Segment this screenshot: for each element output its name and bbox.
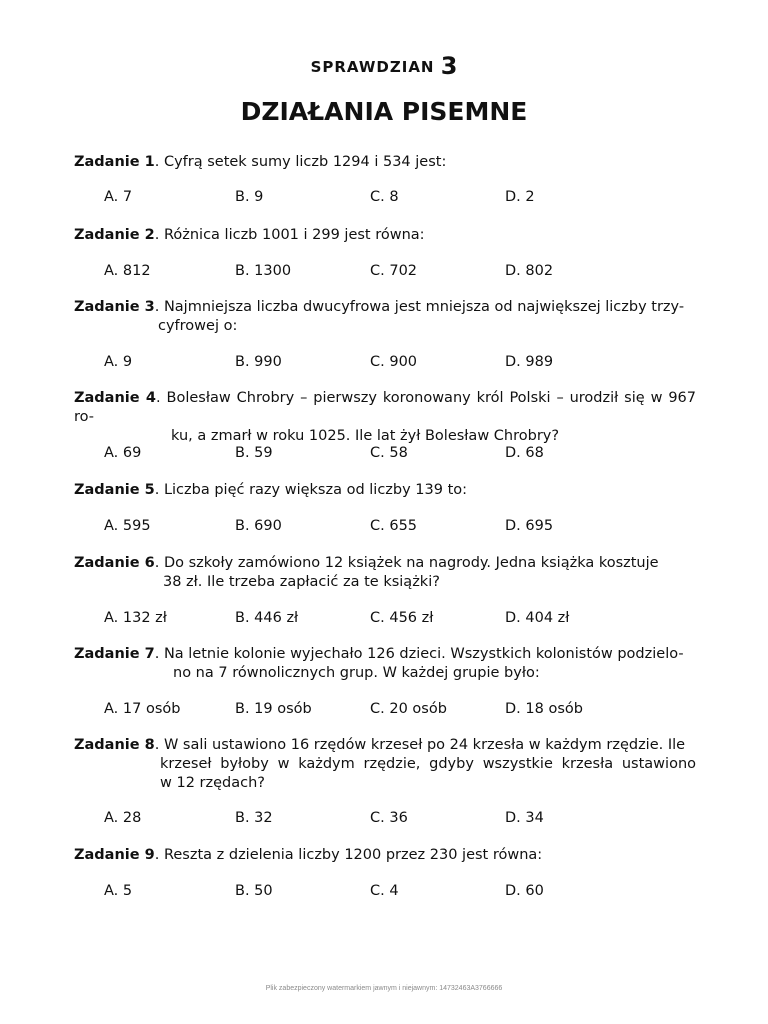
answer-option-a[interactable]: A. 69 [104, 445, 142, 461]
answer-options [74, 609, 696, 629]
answer-option-b[interactable]: B. 50 [235, 883, 273, 899]
answer-option-d[interactable]: D. 404 zł [505, 610, 570, 626]
task-question-text: . Cyfrą setek sumy liczb 1294 i 534 jest: [154, 154, 447, 170]
task-7 [74, 645, 696, 717]
answer-options [74, 809, 696, 829]
worksheet-title: DZIAŁANIA PISEMNE [240, 97, 528, 126]
answer-options [74, 444, 696, 464]
answer-option-d[interactable]: D. 2 [505, 189, 535, 205]
answer-options [74, 188, 696, 208]
task-2 [74, 226, 696, 279]
answer-option-a[interactable]: A. 9 [104, 354, 133, 370]
task-1 [74, 153, 696, 205]
answer-option-a[interactable]: A. 595 [104, 518, 151, 534]
answer-option-a[interactable]: A. 812 [104, 263, 151, 279]
answer-option-c[interactable]: C. 900 [370, 354, 418, 370]
task-label: Zadanie 7 [74, 646, 155, 662]
answer-option-c[interactable]: C. 4 [370, 883, 399, 899]
answer-option-b[interactable]: B. 990 [235, 354, 282, 370]
task-question-continuation-2: w 12 rzędach? [160, 775, 265, 791]
task-question [74, 226, 696, 245]
task-label: Zadanie 8 [74, 737, 155, 753]
task-question [74, 554, 696, 573]
answer-option-d[interactable]: D. 68 [505, 445, 544, 461]
task-9 [74, 846, 696, 899]
task-label: Zadanie 1 [74, 154, 155, 170]
task-question-text: . Różnica liczb 1001 i 299 jest równa: [154, 227, 425, 243]
task-question-text: . Reszta z dzielenia liczby 1200 przez 230 jest równa: [154, 847, 543, 863]
answer-option-a[interactable]: A. 5 [104, 883, 133, 899]
test-label-text: SPRAWDZIAN [310, 58, 435, 76]
task-question [74, 389, 696, 427]
answer-option-d[interactable]: D. 989 [505, 354, 554, 370]
task-question [74, 846, 696, 865]
task-8 [74, 736, 696, 826]
answer-option-b[interactable]: B. 32 [235, 810, 273, 826]
answer-options [74, 882, 696, 902]
task-question-continuation: 38 zł. Ile trzeba zapłacić za te książki? [163, 574, 440, 590]
answer-option-b[interactable]: B. 690 [235, 518, 282, 534]
answer-options [74, 517, 696, 537]
task-question-text: . Do szkoły zamówiono 12 książek na nagrody. Jedna książka kosztuje [154, 555, 659, 571]
test-number: 3 [440, 52, 458, 80]
task-label: Zadanie 9 [74, 847, 155, 863]
task-question [74, 481, 696, 500]
task-label: Zadanie 4 [74, 390, 157, 406]
task-question-text: . Bolesław Chrobry – pierwszy koronowany król Polski – urodził się w 967 ro- [74, 390, 697, 425]
answer-option-b[interactable]: B. 1300 [235, 263, 292, 279]
task-label: Zadanie 3 [74, 299, 155, 315]
answer-option-d[interactable]: D. 60 [505, 883, 544, 899]
task-4 [74, 389, 697, 461]
watermark-footer: Plik zabezpieczony watermarkiem jawnym i niejawnym: 14732463A3766666 [265, 985, 503, 992]
answer-option-c[interactable]: C. 655 [370, 518, 418, 534]
answer-options [74, 353, 696, 373]
answer-option-b[interactable]: B. 19 osób [235, 701, 312, 717]
test-label [0, 52, 768, 80]
task-question-continuation: ku, a zmarł w roku 1025. Ile lat żył Bolesław Chrobry? [171, 428, 560, 444]
task-question-text: . W sali ustawiono 16 rzędów krzeseł po 24 krzesła w każdym rzędzie. Ile [154, 737, 686, 753]
answer-option-b[interactable]: B. 59 [235, 445, 273, 461]
answer-option-c[interactable]: C. 702 [370, 263, 418, 279]
task-question [74, 736, 696, 755]
task-question-text: . Na letnie kolonie wyjechało 126 dzieci. Wszystkich kolonistów podzielo- [154, 646, 684, 662]
task-question [74, 298, 696, 317]
task-3 [74, 298, 696, 370]
task-question-text: . Najmniejsza liczba dwucyfrowa jest mniejsza od największej liczby trzy- [154, 299, 685, 315]
task-label: Zadanie 5 [74, 482, 155, 498]
answer-option-d[interactable]: D. 802 [505, 263, 554, 279]
answer-option-a[interactable]: A. 17 osób [104, 701, 181, 717]
answer-option-c[interactable]: C. 8 [370, 189, 399, 205]
answer-option-d[interactable]: D. 18 osób [505, 701, 583, 717]
task-question [74, 153, 696, 172]
answer-option-b[interactable]: B. 446 zł [235, 610, 299, 626]
answer-option-a[interactable]: A. 28 [104, 810, 142, 826]
answer-option-c[interactable]: C. 20 osób [370, 701, 447, 717]
task-question-continuation: krzeseł byłoby w każdym rzędzie, gdyby wszystkie krzesła ustawiono [160, 756, 696, 772]
task-label: Zadanie 6 [74, 555, 155, 571]
answer-option-d[interactable]: D. 695 [505, 518, 554, 534]
answer-option-c[interactable]: C. 36 [370, 810, 408, 826]
answer-options [74, 262, 696, 282]
task-6 [74, 554, 696, 626]
task-question-continuation: cyfrowej o: [158, 318, 238, 334]
task-question-text: . Liczba pięć razy większa od liczby 139 to: [154, 482, 468, 498]
answer-option-b[interactable]: B. 9 [235, 189, 264, 205]
task-label: Zadanie 2 [74, 227, 155, 243]
answer-option-a[interactable]: A. 7 [104, 189, 133, 205]
answer-option-c[interactable]: C. 456 zł [370, 610, 434, 626]
answer-options [74, 700, 696, 720]
task-question [74, 645, 696, 664]
answer-option-d[interactable]: D. 34 [505, 810, 544, 826]
answer-option-a[interactable]: A. 132 zł [104, 610, 167, 626]
answer-option-c[interactable]: C. 58 [370, 445, 408, 461]
task-5 [74, 481, 696, 534]
task-question-continuation: no na 7 równolicznych grup. W każdej grupie było: [173, 665, 540, 681]
